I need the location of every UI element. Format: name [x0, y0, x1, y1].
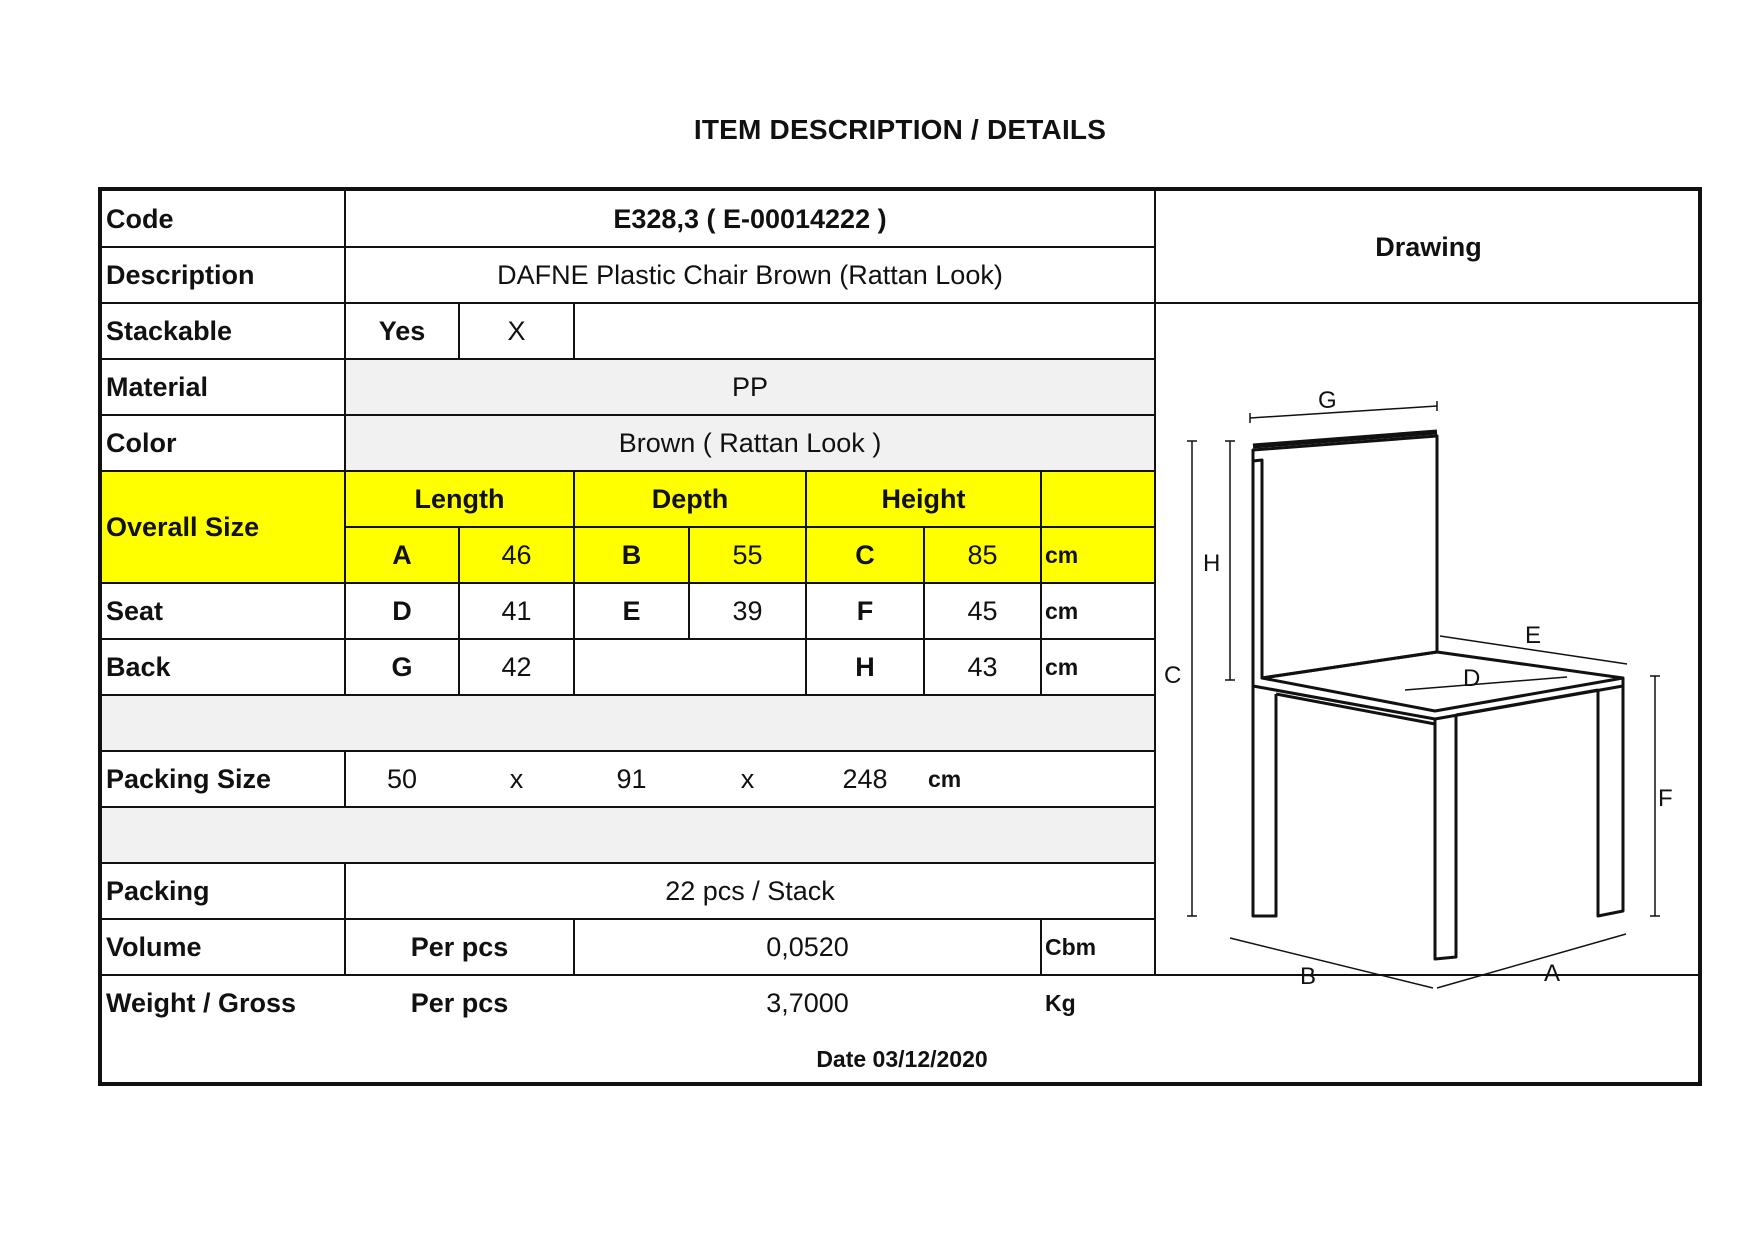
overall-size-unit: cm [1045, 541, 1079, 568]
packing-size-height: 248 [842, 763, 888, 794]
dim-label-e: E [1525, 622, 1542, 649]
depth-header: Depth [651, 483, 729, 514]
length-header: Length [414, 483, 505, 514]
dim-f-letter: F [856, 595, 874, 626]
dim-label-b: B [1300, 963, 1317, 990]
dim-d-letter: D [392, 595, 412, 626]
code-label: Code [106, 203, 174, 234]
spacer-row-1 [102, 695, 1155, 751]
chair-leg-front [1435, 715, 1456, 959]
dim-label-h: H [1203, 550, 1221, 577]
volume-value: 0,0520 [766, 931, 849, 962]
packing-size-x1: x [509, 763, 524, 794]
description-value: DAFNE Plastic Chair Brown (Rattan Look) [497, 259, 1003, 290]
spacer-row-2 [102, 807, 1155, 863]
weight-value: 3,7000 [766, 987, 849, 1018]
dim-g-value: 42 [501, 651, 532, 682]
dim-e-letter: E [622, 595, 641, 626]
color-value: Brown ( Rattan Look ) [618, 427, 882, 458]
dim-g-letter: G [391, 651, 413, 682]
seat-unit: cm [1045, 597, 1079, 624]
description-label: Description [106, 259, 255, 290]
dim-label-d: D [1463, 665, 1481, 692]
packing-value: 22 pcs / Stack [665, 875, 835, 906]
volume-per: Per pcs [410, 931, 509, 962]
dim-e-value: 39 [732, 595, 763, 626]
dim-h-value: 43 [967, 651, 998, 682]
material-label: Material [106, 371, 209, 402]
packing-size-x2: x [740, 763, 755, 794]
dim-label-a: A [1544, 960, 1561, 987]
dim-a-letter: A [392, 539, 412, 570]
chair-outline [1253, 432, 1623, 959]
dim-d-value: 41 [501, 595, 532, 626]
seat-label: Seat [106, 595, 164, 626]
weight-per: Per pcs [410, 987, 509, 1018]
dim-b-value: 55 [732, 539, 763, 570]
volume-label: Volume [106, 931, 202, 962]
chair-backrest [1253, 436, 1437, 678]
color-label: Color [106, 427, 177, 458]
material-value: PP [731, 371, 769, 402]
dim-h-letter: H [855, 651, 875, 682]
back-unit: cm [1045, 653, 1079, 680]
packing-label: Packing [106, 875, 210, 906]
height-header: Height [881, 483, 966, 514]
back-label: Back [106, 651, 171, 682]
packing-size-unit: cm [928, 765, 962, 792]
stackable-yes: Yes [378, 315, 426, 346]
dim-c-letter: C [855, 539, 875, 570]
chair-drawing [1147, 376, 1687, 1006]
overall-size-label: Overall Size [106, 511, 260, 542]
packing-size-width: 91 [616, 763, 647, 794]
packing-size-length: 50 [386, 763, 418, 794]
dimension-lines [1187, 401, 1660, 988]
drawing-header: Drawing [1375, 231, 1482, 262]
chair-leg-back-right [1598, 678, 1623, 916]
dim-f-value: 45 [967, 595, 998, 626]
document-title: ITEM DESCRIPTION / DETAILS [693, 114, 1107, 145]
dim-b-letter: B [621, 539, 642, 570]
dim-c-value: 85 [967, 539, 998, 570]
code-value: E328,3 ( E-00014222 ) [613, 203, 887, 234]
dim-label-g: G [1318, 387, 1337, 414]
packing-size-label: Packing Size [106, 763, 272, 794]
dim-label-c: C [1164, 662, 1182, 689]
dim-label-f: F [1658, 785, 1673, 812]
dim-a-value: 46 [501, 539, 532, 570]
stackable-mark: X [507, 315, 526, 346]
document-date: Date 03/12/2020 [816, 1045, 988, 1072]
stackable-label: Stackable [106, 315, 233, 346]
weight-label: Weight / Gross [106, 987, 297, 1018]
weight-unit: Kg [1045, 989, 1076, 1016]
volume-unit: Cbm [1045, 933, 1097, 960]
